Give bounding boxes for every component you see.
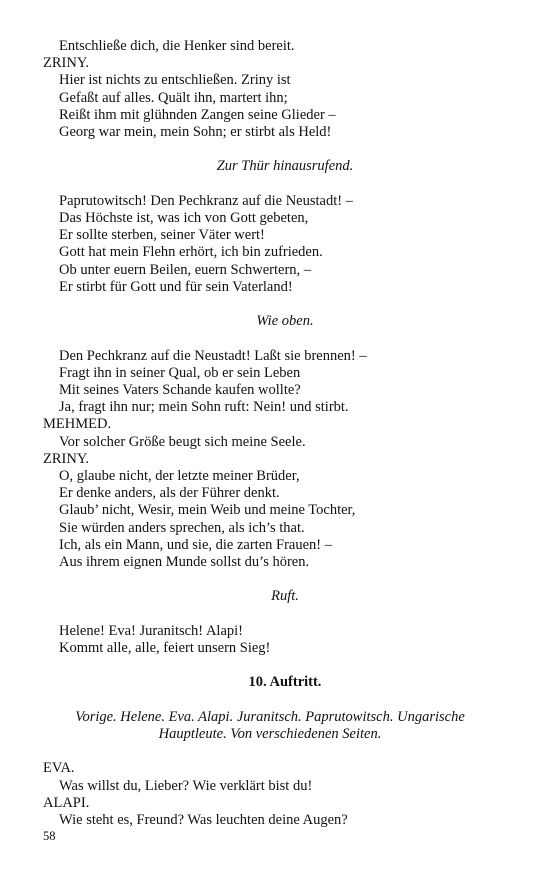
verse-line: Glaub’ nicht, Wesir, mein Weib und meine Tochter, xyxy=(59,502,356,519)
verse-line: Gefaßt auf alles. Quält ihn, martert ihn; xyxy=(59,89,288,106)
verse-line: Mit seines Vaters Schande kaufen wollte? xyxy=(59,382,301,398)
page-number: 58 xyxy=(43,829,56,843)
verse-line: Ja, fragt ihn nur; mein Sohn ruft: Nein! und stirbt. xyxy=(59,399,349,416)
verse-line: Den Pechkranz auf die Neustadt! Laßt sie brennen! – xyxy=(59,347,367,364)
stage-direction: Ruft. xyxy=(271,588,299,605)
blank-line xyxy=(0,330,550,347)
scene-heading: 10. Auftritt. xyxy=(248,674,322,691)
blank-line xyxy=(0,657,550,674)
verse-line: Reißt ihm mit glühnden Zangen seine Glieder – xyxy=(59,106,336,123)
stage-direction: Zur Thür hinausrufend. xyxy=(216,158,354,175)
verse-line: Georg war mein, mein Sohn; er stirbt als Held! xyxy=(59,124,332,141)
verse-line: Aus ihrem eignen Munde sollst du’s hören. xyxy=(59,554,310,571)
blank-line xyxy=(0,176,550,193)
stage-direction: Vorige. Helene. Eva. Alapi. Juranitsch. Paprutowitsch. Ungarische Hauptleute. Von verschiedenen Seiten. xyxy=(75,708,465,742)
verse-line: Hier ist nichts zu entschließen. Zriny ist xyxy=(59,72,291,89)
speaker-name: ALAPI. xyxy=(43,794,90,811)
verse-line: Ich, als ein Mann, und sie, die zarten Frauen! – xyxy=(59,536,332,553)
verse-line: Er denke anders, als der Führer denkt. xyxy=(59,485,280,502)
verse-line: Vor solcher Größe beugt sich meine Seele. xyxy=(59,433,306,450)
verse-line: Fragt ihn in seiner Qual, ob er sein Leben xyxy=(59,364,301,381)
speaker-name: MEHMED. xyxy=(43,416,112,433)
blank-line xyxy=(0,606,550,623)
blank-line xyxy=(0,692,550,709)
verse-line: Gott hat mein Flehn erhört, ich bin zufrieden. xyxy=(59,244,323,261)
blank-line xyxy=(0,571,550,588)
verse-line: Ob unter euern Beilen, euern Schwertern, – xyxy=(59,261,312,278)
verse-line: Helene! Eva! Juranitsch! Alapi! xyxy=(59,622,243,639)
blank-line xyxy=(0,141,550,158)
verse-line: Was willst du, Lieber? Wie verklärt bist du! xyxy=(59,777,313,794)
stage-direction: Wie oben. xyxy=(256,313,314,330)
verse-line: O, glaube nicht, der letzte meiner Brüder, xyxy=(59,468,300,485)
speaker-name: ZRINY. xyxy=(43,450,90,467)
verse-line: Entschließe dich, die Henker sind bereit. xyxy=(59,38,295,54)
blank-line xyxy=(0,743,550,760)
play-text xyxy=(0,38,550,829)
verse-line: Paprutowitsch! Den Pechkranz auf die Neustadt! – xyxy=(59,192,353,209)
verse-line: Kommt alle, alle, feiert unsern Sieg! xyxy=(59,640,271,657)
verse-line: Er stirbt für Gott und für sein Vaterland! xyxy=(59,278,293,295)
verse-line: Wie steht es, Freund? Was leuchten deine Augen? xyxy=(59,812,348,828)
speaker-name: ZRINY. xyxy=(43,55,90,72)
verse-line: Sie würden anders sprechen, als ich’s that. xyxy=(59,519,305,536)
verse-line: Das Höchste ist, was ich von Gott gebeten, xyxy=(59,210,309,226)
blank-line xyxy=(0,296,550,313)
speaker-name: EVA. xyxy=(43,760,75,777)
verse-line: Er sollte sterben, seiner Väter wert! xyxy=(59,227,265,244)
